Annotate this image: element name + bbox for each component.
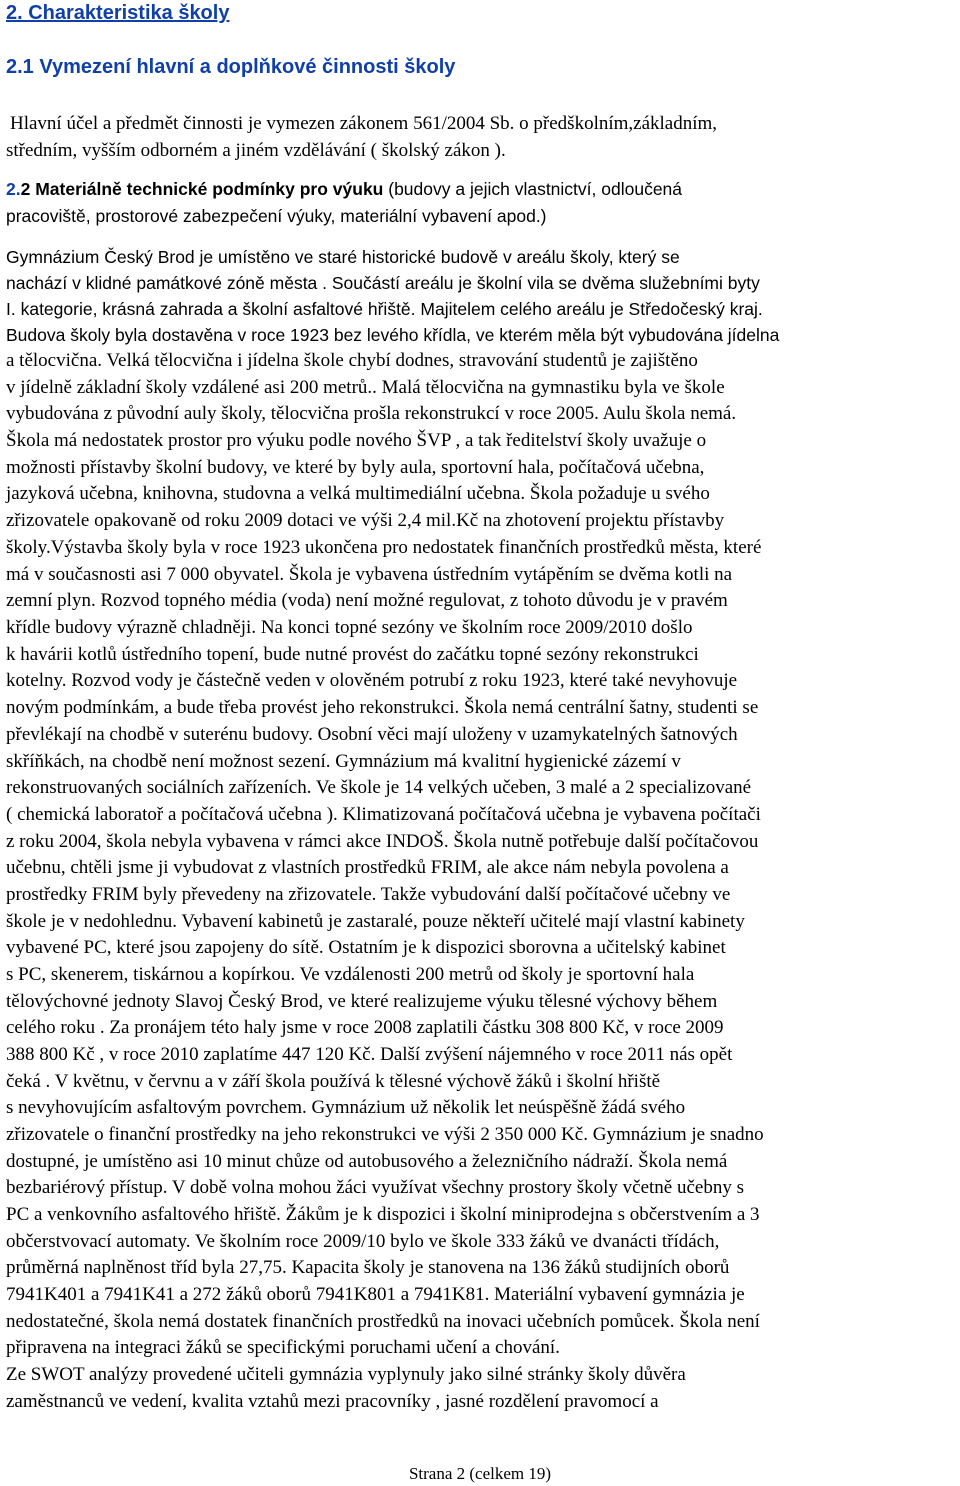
body-line: školy.Výstavba školy byla v roce 1923 ukončena pro nedostatek finančních prostředků města, které <box>6 537 762 558</box>
section-number-prefix: 2. <box>6 179 21 199</box>
intro-line-1: Hlavní účel a předmět činnosti je vymezen zákonem 561/2004 Sb. o předškolním,základním, <box>10 113 718 134</box>
body-line: skříňkách, na chodbě není možnost sezení. Gymnázium má kvalitní hygienické zázemí v <box>6 751 681 772</box>
body-line: k havárii kotlů ústředního topení, bude nutné provést do začátku topné sezóny rekonstrukci <box>6 644 699 665</box>
body-line: Ze SWOT analýzy provedené učiteli gymnázia vyplynuly jako silné stránky školy důvěra <box>6 1364 686 1385</box>
section-number-suffix: 2 <box>20 179 31 199</box>
body-line: rekonstruovaných sociálních zařízeních. Ve škole je 14 velkých učeben, 3 malé a 2 specializované <box>6 777 752 798</box>
body-line: zřizovatele o finanční prostředky na jeho rekonstrukci ve výši 2 350 000 Kč. Gymnázium je snadno <box>6 1124 764 1145</box>
section-heading-2-2-line-2: pracoviště, prostorové zabezpečení výuky, materiální vybavení apod.) <box>6 206 547 226</box>
body-line: kotelny. Rozvod vody je částečně veden v olověném potrubí z roku 1923, které také nevyhovuje <box>6 670 738 691</box>
body-line: novým podmínkám, a bude třeba provést jeho rekonstrukci. Škola nemá centrální šatny, studenti se <box>6 697 759 718</box>
body-line: křídle budovy výrazně chladněji. Na konci topné sezóny ve školním roce 2009/2010 došlo <box>6 617 693 638</box>
body-line: 388 800 Kč , v roce 2010 zaplatíme 447 120 Kč. Další zvýšení nájemného v roce 2011 nás opět <box>6 1044 733 1065</box>
chapter-heading: 2. Charakteristika školy <box>6 2 230 24</box>
body-line: škole je v nedohlednu. Vybavení kabinetů je zastaralé, pouze někteří učitelé mají vlastní kabinety <box>6 911 745 932</box>
body-line: v jídelně základní školy vzdálené asi 200 metrů.. Malá tělocvična na gymnastiku byla ve škole <box>6 377 725 398</box>
intro-line-2: středním, vyšším odborném a jiném vzdělávání ( školský zákon ). <box>6 140 506 161</box>
body-line: PC a venkovního asfaltového hřiště. Žákům je k dispozici i školní miniprodejna s občerstvením a 3 <box>6 1204 760 1225</box>
body-line: jazyková učebna, knihovna, studovna a velká multimediální učebna. Škola požaduje u svého <box>6 483 710 504</box>
page-footer: Strana 2 (celkem 19) <box>408 1464 552 1483</box>
body-line: vybudována z původní auly školy, tělocvična prošla rekonstrukcí v roce 2005. Aulu škola nemá. <box>6 403 737 424</box>
body-line: tělovýchovné jednoty Slavoj Český Brod, ve které realizujeme výuku tělesné výchovy během <box>6 991 718 1012</box>
body-line: připravena na integraci žáků se specifickými poruchami učení a chování. <box>6 1337 560 1358</box>
body-line: 7941K401 a 7941K41 a 272 žáků oborů 7941K801 a 7941K81. Materiální vybavení gymnázia je <box>6 1284 745 1305</box>
body-line: I. kategorie, krásná zahrada a školní asfaltové hřiště. Majitelem celého areálu je Středočeský kraj. <box>6 299 763 319</box>
body-line: celého roku . Za pronájem této haly jsme v roce 2008 zaplatili částku 308 800 Kč, v roce 2009 <box>6 1017 724 1038</box>
body-line: občerstvovací automaty. Ve školním roce 2009/10 bylo ve škole 333 žáků ve dvanácti třídách, <box>6 1231 720 1252</box>
body-line: ( chemická laboratoř a počítačová učebna ). Klimatizovaná počítačová učebna je vybavena počítači <box>6 804 761 825</box>
body-line: zemní plyn. Rozvod topného média (voda) není možné regulovat, z tohoto důvodu je v pravém <box>6 590 728 611</box>
section-title-rest: (budovy a jejich vlastnictví, odloučená <box>383 179 683 199</box>
body-line: čeká . V květnu, v červnu a v září škola používá k tělesné výchově žáků i školní hřiště <box>6 1071 661 1092</box>
section-heading-2-2 <box>6 178 682 200</box>
section-heading-2-1: 2.1 Vymezení hlavní a doplňkové činnosti školy <box>6 56 456 78</box>
body-line: průměrná naplněnost tříd byla 27,75. Kapacita školy je stanovena na 136 žáků studijních oborů <box>6 1257 730 1278</box>
section-title: Materiálně technické podmínky pro výuku <box>30 179 384 199</box>
body-line: nedostatečné, škola nemá dostatek finančních prostředků na inovaci učebních pomůcek. Škola není <box>6 1311 760 1332</box>
body-line: Škola má nedostatek prostor pro výuku podle nového ŠVP , a tak ředitelství školy uvažuje o <box>6 430 707 451</box>
body-line: Gymnázium Český Brod je umístěno ve staré historické budově v areálu školy, který se <box>6 247 680 267</box>
body-line: vybavené PC, které jsou zapojeny do sítě. Ostatním je k dispozici sborovna a učitelský kabinet <box>6 937 726 958</box>
body-line: z roku 2004, škola nebyla vybavena v rámci akce INDOŠ. Škola nutně potřebuje další počítačovou <box>6 831 759 852</box>
body-line: má v současnosti asi 7 000 obyvatel. Škola je vybavena ústředním vytápěním se dvěma kotli na <box>6 564 733 585</box>
body-line: a tělocvična. Velká tělocvična i jídelna škole chybí dodnes, stravování studentů je zajištěno <box>6 350 698 371</box>
body-line: učebnu, chtěli jsme ji vybudovat z vlastních prostředků FRIM, ale akce nám nebyla povolena a <box>6 857 729 878</box>
body-line: zaměstnanců ve vedení, kvalita vztahů mezi pracovníky , jasné rozdělení pravomocí a <box>6 1391 659 1412</box>
body-line: dostupné, je umístěno asi 10 minut chůze od autobusového a železničního nádraží. Škola nemá <box>6 1151 728 1172</box>
body-line: s PC, skenerem, tiskárnou a kopírkou. Ve vzdálenosti 200 metrů od školy je sportovní hala <box>6 964 695 985</box>
body-line: bezbariérový přístup. V době volna mohou žáci využívat všechny prostory školy včetně učebny s <box>6 1177 745 1198</box>
body-line: s nevyhovujícím asfaltovým povrchem. Gymnázium už několik let neúspěšně žádá svého <box>6 1097 686 1118</box>
body-line: nachází v klidné památkové zóně města . Součástí areálu je školní vila se dvěma služebními byty <box>6 273 760 293</box>
body-line: prostředky FRIM byly převedeny na zřizovatele. Takže vybudování další počítačové učebny ve <box>6 884 731 905</box>
body-line: možnosti přístavby školní budovy, ve které by byly aula, sportovní hala, počítačová učebna, <box>6 457 705 478</box>
body-line: zřizovatele opakovaně od roku 2009 dotaci ve výši 2,4 mil.Kč na zhotovení projektu přístavby <box>6 510 725 531</box>
body-line: převlékají na chodbě v suterénu budovy. Osobní věci mají uloženy v uzamykatelných šatnových <box>6 724 738 745</box>
body-line: Budova školy byla dostavěna v roce 1923 bez levého křídla, ve kterém měla být vybudována jídelna <box>6 325 780 345</box>
